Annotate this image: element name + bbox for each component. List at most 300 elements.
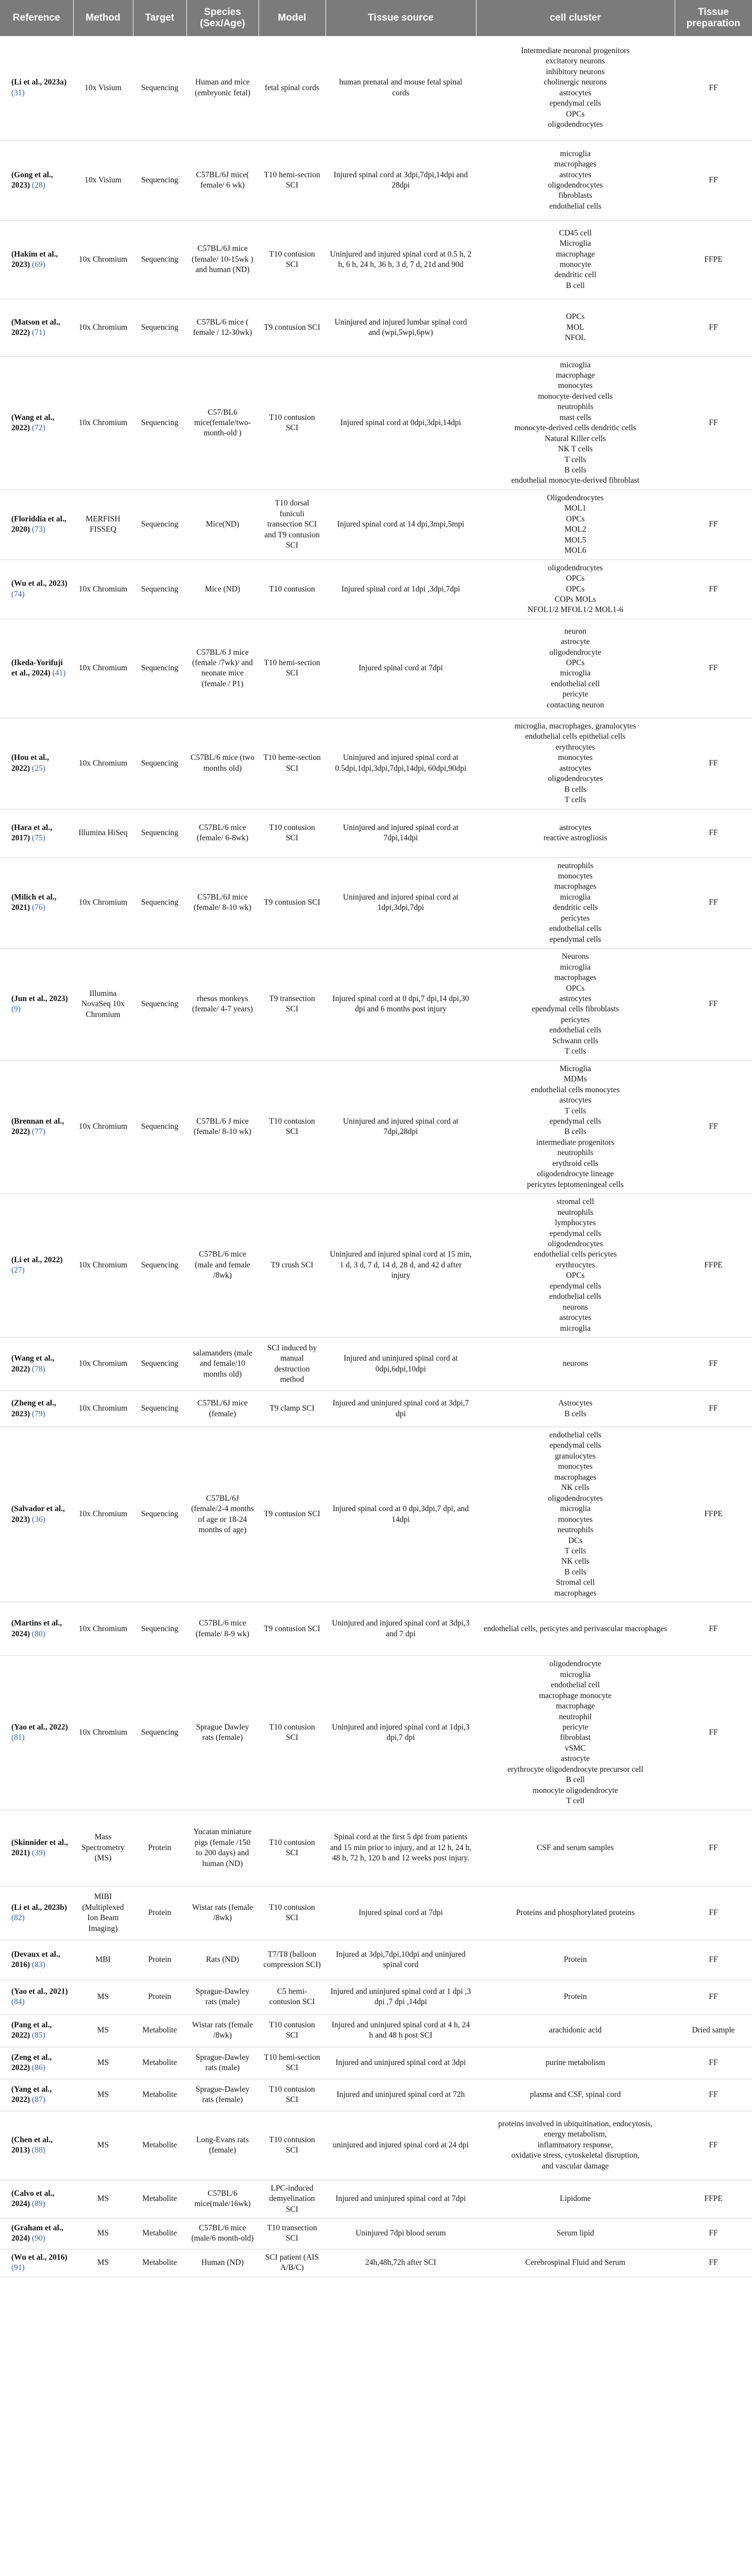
cell-cluster-item: oligodendrocyte xyxy=(549,648,602,657)
cell-target: Sequencing xyxy=(133,560,186,619)
cell-cluster-item: pericytes xyxy=(561,1015,590,1024)
cell-tissue-preparation: FF xyxy=(675,948,752,1061)
cell-reference xyxy=(0,221,73,299)
header-cell-cluster: cell cluster xyxy=(476,0,675,36)
cell-cluster-item: microglia xyxy=(560,1670,591,1679)
table-row xyxy=(0,1060,752,1193)
cell-cluster-item: monocytes xyxy=(558,381,593,391)
table-row xyxy=(0,2249,752,2277)
cell-cluster-item: neuron xyxy=(564,626,587,636)
cell-reference xyxy=(0,489,73,560)
table-row xyxy=(0,1980,752,2014)
cell-model: T10 hemi-section SCI xyxy=(259,140,326,221)
reference-citation-link[interactable]: (80) xyxy=(32,1629,45,1638)
cell-reference xyxy=(0,2180,73,2218)
cell-cluster-item: fibroblasts xyxy=(558,191,592,200)
reference-label: (Li et al., 2023b) xyxy=(11,1903,67,1912)
cell-reference xyxy=(0,809,73,857)
cell-target: Sequencing xyxy=(133,1337,186,1391)
cell-method: MIBI (Multiplexed Ion Beam Imaging) xyxy=(73,1886,133,1940)
cell-species: Mice(ND) xyxy=(186,489,259,560)
cell-tissue-preparation: FF xyxy=(675,718,752,809)
cell-tissue-preparation: FF xyxy=(675,1060,752,1193)
table-row xyxy=(0,1656,752,1810)
reference-citation-link[interactable]: (90) xyxy=(32,2234,45,2243)
cell-method: 10x Chromium xyxy=(73,560,133,619)
reference-citation-link[interactable]: (75) xyxy=(32,834,45,843)
cell-reference xyxy=(0,2079,73,2111)
reference-label: (Zeng et al., 2022) xyxy=(11,2053,52,2073)
cell-tissue-preparation: FF xyxy=(675,2111,752,2180)
cell-cluster-item: astrocytes xyxy=(559,1313,591,1323)
cell-method: 10x Chromium xyxy=(73,619,133,718)
cell-cluster-item: endothelial cells monocytes xyxy=(531,1085,620,1094)
cell-cluster xyxy=(476,718,675,809)
cell-cluster-item: CSF and serum samples xyxy=(537,1843,614,1852)
cell-tissue-source: Uninjured and injured lumbar spinal cord and (wpi,5wpi,6pw) xyxy=(326,299,476,357)
cell-model: SCI induced by manual destruction method xyxy=(259,1337,326,1391)
cell-cluster-item: macrophage monocyte xyxy=(539,1691,612,1700)
cell-method: 10x Visium xyxy=(73,36,133,140)
cell-cluster xyxy=(476,1886,675,1940)
reference-citation-link[interactable]: (9) xyxy=(11,1005,21,1014)
cell-tissue-preparation: FF xyxy=(675,489,752,560)
cell-cluster-item: endothelial monocyte-derived fibroblast xyxy=(511,476,640,485)
cell-reference xyxy=(0,2111,73,2180)
reference-label: (Li et al., 2023a) xyxy=(11,78,67,87)
reference-label: (Yao et al., 2022) xyxy=(11,1723,68,1732)
cell-method: MBI xyxy=(73,1940,133,1980)
cell-cluster-item: Intermediate neuronal progenitors xyxy=(521,46,630,55)
cell-cluster-item: neutrophils xyxy=(557,1208,593,1217)
cell-cluster xyxy=(476,2249,675,2277)
cell-cluster-item: ependymal cells xyxy=(549,1116,602,1126)
cell-model: T10 contusion SCI xyxy=(259,2079,326,2111)
reference-citation-link[interactable]: (28) xyxy=(32,181,45,190)
reference-citation-link[interactable]: (87) xyxy=(32,2095,45,2105)
cell-species: C57BL/6 J mice (female/ 8-10 wk) xyxy=(186,1060,259,1193)
cell-cluster xyxy=(476,2079,675,2111)
reference-citation-link[interactable]: (78) xyxy=(32,1364,45,1374)
cell-cluster-item: endothelial cells xyxy=(549,1431,602,1440)
reference-citation-link[interactable]: (89) xyxy=(32,2199,45,2209)
cell-cluster-item: macrophages xyxy=(554,1472,596,1482)
reference-label: (Matson et al., 2022) xyxy=(11,317,60,337)
cell-reference xyxy=(0,140,73,221)
cell-species: Wistar rats (female /8wk) xyxy=(186,2014,259,2047)
cell-cluster-item: ependymal cells xyxy=(549,1281,602,1291)
cell-tissue-source: Injured and uninjured spinal cord at 3dpi,7 dpi xyxy=(326,1391,476,1427)
cell-reference xyxy=(0,1656,73,1810)
reference-label: (Wang et al., 2022) xyxy=(11,413,55,433)
table-row xyxy=(0,140,752,221)
reference-label: (Martins et al., 2024) xyxy=(11,1619,62,1638)
cell-model: T10 contusion SCI xyxy=(259,1060,326,1193)
cell-tissue-source: Uninjured 7dpi blood serum xyxy=(326,2218,476,2249)
header-species: Species (Sex/Age) xyxy=(186,0,259,36)
cell-reference xyxy=(0,718,73,809)
cell-cluster-item: neutrophils xyxy=(557,1148,593,1158)
table-row xyxy=(0,299,752,357)
table-row xyxy=(0,1810,752,1886)
cell-cluster-item: microglia xyxy=(560,1324,591,1333)
cell-cluster-item: oligodendrocytes xyxy=(548,1494,603,1503)
cell-tissue-preparation: FF xyxy=(675,1391,752,1427)
cell-cluster-item: Astrocytes xyxy=(558,1399,593,1408)
reference-label: (Calvo et al., 2024) xyxy=(11,2189,55,2209)
cell-method: MS xyxy=(73,2014,133,2047)
cell-cluster xyxy=(476,809,675,857)
cell-cluster-item: MDMs xyxy=(563,1075,587,1084)
cell-target: Metabolite xyxy=(133,2014,186,2047)
cell-cluster-item: neurons xyxy=(562,1302,588,1312)
reference-citation-link[interactable]: (71) xyxy=(32,328,45,337)
cell-reference xyxy=(0,299,73,357)
cell-target: Sequencing xyxy=(133,1427,186,1602)
cell-model: T10 contusion xyxy=(259,560,326,619)
cell-cluster-item: ependymal cells xyxy=(549,1441,602,1450)
cell-cluster-item: astrocyte xyxy=(561,637,590,647)
cell-cluster-item: erythrocyte oligodendrocyte precursor cell xyxy=(507,1765,643,1774)
cell-tissue-source: Injured spinal cord at 1dpi ,3dpi,7dpi xyxy=(326,560,476,619)
cell-species: rhesus monkeys (female/ 4-7 years) xyxy=(186,948,259,1061)
cell-tissue-source: Injured and uninjured spinal cord at 1 dpi ,3 dpi ,7 dpi ,14dpi xyxy=(326,1980,476,2014)
cell-cluster-item: microglia xyxy=(560,149,591,158)
cell-tissue-preparation: FF xyxy=(675,1980,752,2014)
reference-citation-link[interactable]: (83) xyxy=(32,1960,45,1970)
reference-label: (Pang et al., 2022) xyxy=(11,2020,52,2040)
cell-cluster xyxy=(476,1194,675,1337)
cell-cluster-item: NFOL xyxy=(565,333,586,343)
cell-tissue-preparation: FF xyxy=(675,809,752,857)
reference-label: (Gong et al., 2023) xyxy=(11,170,53,190)
cell-cluster-item: microglia, macrophages, granulocytes xyxy=(515,721,636,731)
cell-cluster-item: OPCs xyxy=(566,1271,585,1280)
cell-model: T10 heme-section SCI xyxy=(259,718,326,809)
cell-cluster-item: ependymal cells fibroblasts xyxy=(532,1005,619,1014)
cell-cluster xyxy=(476,560,675,619)
cell-method: 10x Chromium xyxy=(73,1656,133,1810)
cell-species: salamanders (male and female/10 months old) xyxy=(186,1337,259,1391)
reference-citation-link[interactable]: (69) xyxy=(32,260,45,269)
cell-reference xyxy=(0,2014,73,2047)
cell-tissue-preparation: FF xyxy=(675,1940,752,1980)
header-target: Target xyxy=(133,0,186,36)
cell-cluster-item: Lipidome xyxy=(559,2194,591,2204)
cell-reference xyxy=(0,2249,73,2277)
cell-cluster-item: endothelial cells epithelial cells xyxy=(525,732,626,741)
cell-cluster-item: endothelial cells xyxy=(549,1026,602,1035)
cell-cluster-item: Schwann cells xyxy=(552,1036,599,1045)
table-row xyxy=(0,560,752,619)
reference-label: (Yang et al., 2022) xyxy=(11,2084,52,2105)
cell-model: T10 contusion SCI xyxy=(259,221,326,299)
header-row xyxy=(0,0,752,36)
cell-reference xyxy=(0,1337,73,1391)
cell-cluster-item: Microglia xyxy=(559,1064,591,1073)
cell-reference xyxy=(0,857,73,948)
cell-cluster-item: microglia xyxy=(560,1504,591,1514)
cell-species: Yucatan miniature pigs (female /150 to 200 days) and human (ND) xyxy=(186,1810,259,1886)
cell-cluster xyxy=(476,299,675,357)
cell-tissue-preparation: FFPE xyxy=(675,1194,752,1337)
reference-label: (Hara et al., 2017) xyxy=(11,823,53,843)
table-body xyxy=(0,36,752,2277)
cell-cluster-item: energy metabolism, xyxy=(544,2130,607,2139)
cell-cluster-item: monocyte xyxy=(559,260,591,269)
cell-cluster-item: astrocytes xyxy=(559,1096,591,1105)
cell-method: MS xyxy=(73,2047,133,2079)
cell-model: T7/T8 (balloon compression SCI) xyxy=(259,1940,326,1980)
reference-label: (Wu et al., 2016) xyxy=(11,2252,67,2262)
cell-species: C57BL/6 mice (female/ 6-8wk) xyxy=(186,809,259,857)
table-row xyxy=(0,1194,752,1337)
cell-method: MS xyxy=(73,2249,133,2277)
cell-cluster-item: fibroblast xyxy=(560,1733,591,1742)
cell-target: Metabolite xyxy=(133,2047,186,2079)
cell-target: Sequencing xyxy=(133,1602,186,1656)
cell-cluster xyxy=(476,1602,675,1656)
cell-cluster-item: and vascular damage xyxy=(542,2161,609,2171)
cell-method: MS xyxy=(73,2111,133,2180)
cell-cluster-item: oligodendrocytes xyxy=(548,563,603,572)
reference-label: (Floriddia et al., 2020) xyxy=(11,514,66,534)
cell-model: T9 clamp SCI xyxy=(259,1391,326,1427)
cell-cluster xyxy=(476,140,675,221)
cell-cluster-item: oligodendrocytes xyxy=(548,1239,603,1248)
table-row xyxy=(0,857,752,948)
cell-method: 10x Visium xyxy=(73,140,133,221)
reference-citation-link[interactable]: (85) xyxy=(32,2031,45,2040)
cell-tissue-preparation: FF xyxy=(675,36,752,140)
reference-label: (Ikeda-Yorifuji et al., 2024) xyxy=(11,658,63,678)
cell-tissue-preparation: FFPE xyxy=(675,2180,752,2218)
cell-cluster-item: NFOL1/2 MFOL1/2 MOL1-6 xyxy=(527,605,623,615)
cell-method: 10x Chromium xyxy=(73,718,133,809)
cell-tissue-preparation: FF xyxy=(675,857,752,948)
cell-tissue-source: Injured spinal cord at 0 dpi,7 dpi,14 dpi,30 dpi and 6 months post injury xyxy=(326,948,476,1061)
cell-target: Sequencing xyxy=(133,718,186,809)
cell-target: Sequencing xyxy=(133,221,186,299)
cell-cluster-item: neutrophils xyxy=(557,861,593,870)
table-row xyxy=(0,1427,752,1602)
cell-cluster-item: microglia xyxy=(560,360,591,369)
cell-method: MS xyxy=(73,2218,133,2249)
cell-cluster-item: T cells xyxy=(565,1547,586,1556)
cell-tissue-preparation: FF xyxy=(675,140,752,221)
reference-citation-link[interactable]: (79) xyxy=(32,1409,45,1418)
reference-citation-link[interactable]: (82) xyxy=(11,1913,25,1923)
reference-citation-link[interactable]: (74) xyxy=(11,589,25,599)
header-tissue-preparation: Tissue preparation xyxy=(675,0,752,36)
cell-species: Human and mice (embryonic fetal) xyxy=(186,36,259,140)
table-row xyxy=(0,718,752,809)
reference-citation-link[interactable]: (36) xyxy=(32,1515,45,1524)
cell-tissue-source: Injured spinal cord at 14 dpi,3mpi,5mpi xyxy=(326,489,476,560)
cell-species: C57BL/6J mice( female/ 6 wk) xyxy=(186,140,259,221)
cell-cluster xyxy=(476,1656,675,1810)
cell-species: C57BL/6 mice ( female / 12-30wk) xyxy=(186,299,259,357)
cell-method: 10x Chromium xyxy=(73,1391,133,1427)
cell-tissue-source: Injured spinal cord at 0 dpi,3dpi,7 dpi, and 14dpi xyxy=(326,1427,476,1602)
cell-cluster xyxy=(476,948,675,1061)
cell-cluster xyxy=(476,2047,675,2079)
cell-tissue-preparation: FF xyxy=(675,1602,752,1656)
cell-cluster-item: OPCs xyxy=(566,312,585,321)
cell-cluster-item: endothelial cells xyxy=(549,924,602,934)
cell-species: C57BL/6 mice (two months old) xyxy=(186,718,259,809)
cell-tissue-preparation: FF xyxy=(675,2047,752,2079)
cell-method: 10x Chromium xyxy=(73,299,133,357)
cell-tissue-source: Uninjured and injured spinal cord at 7dpi,14dpi xyxy=(326,809,476,857)
cell-tissue-source: Injured spinal cord at 3dpi,7dpi,14dpi and 28dpi xyxy=(326,140,476,221)
reference-label: (Chen et al., 2013) xyxy=(11,2135,53,2155)
cell-species: Wistar rats (female /8wk) xyxy=(186,1886,259,1940)
cell-cluster-item: monocytes xyxy=(558,1462,593,1471)
cell-cluster-item: cholinergic neurons xyxy=(543,78,607,87)
cell-model: SCI patient (AIS A/B/C) xyxy=(259,2249,326,2277)
table-row xyxy=(0,2218,752,2249)
cell-cluster-item: microglia xyxy=(560,669,591,678)
cell-cluster-item: B cells xyxy=(564,1127,587,1137)
cell-method: MS xyxy=(73,2079,133,2111)
cell-species: Human (ND) xyxy=(186,2249,259,2277)
cell-cluster-item: lymphocytes xyxy=(555,1218,596,1228)
cell-model: T9 transection SCI xyxy=(259,948,326,1061)
cell-cluster-item: COPs MOLs xyxy=(554,595,596,604)
cell-tissue-source: Injured and uninjured spinal cord at 72h xyxy=(326,2079,476,2111)
cell-tissue-preparation: FF xyxy=(675,1656,752,1810)
cell-cluster-item: MOL1 xyxy=(564,504,587,513)
cell-cluster xyxy=(476,1391,675,1427)
cell-target: Sequencing xyxy=(133,1656,186,1810)
cell-cluster-item: macrophage xyxy=(556,1702,595,1711)
cell-cluster-item: endothelial cells pericytes xyxy=(534,1250,617,1259)
reference-citation-link[interactable]: (73) xyxy=(32,525,45,534)
reference-citation-link[interactable]: (88) xyxy=(32,2146,45,2155)
cell-cluster-item: T cells xyxy=(565,1106,586,1115)
cell-tissue-source: Injured spinal cord at 7dpi xyxy=(326,619,476,718)
cell-cluster-item: ependymal cells xyxy=(549,1229,602,1238)
cell-tissue-source: Uninjured and injured spinal cord at 3dpi,3 and 7 dpi xyxy=(326,1602,476,1656)
reference-citation-link[interactable]: (91) xyxy=(11,2263,25,2273)
cell-method: 10x Chromium xyxy=(73,1602,133,1656)
cell-tissue-source: Uninjured and injured spinal cord at 1dpi,3 dpi,7 dpi xyxy=(326,1656,476,1810)
cell-reference xyxy=(0,1602,73,1656)
cell-tissue-preparation: Dried sample xyxy=(675,2014,752,2047)
cell-cluster-item: ependymal cells xyxy=(549,935,602,944)
cell-reference xyxy=(0,357,73,489)
reference-citation-link[interactable]: (76) xyxy=(32,903,45,912)
cell-cluster xyxy=(476,1427,675,1602)
reference-citation-link[interactable]: (31) xyxy=(11,88,25,97)
cell-cluster-item: microglia xyxy=(560,892,591,902)
cell-method: 10x Chromium xyxy=(73,1337,133,1391)
cell-cluster-item: monocyte oligodendrocyte xyxy=(533,1786,618,1795)
cell-cluster-item: Oligodendrocytes xyxy=(546,493,604,502)
cell-cluster-item: endothelial cells, pericytes and perivascular macrophages xyxy=(483,1624,668,1633)
table-row xyxy=(0,1602,752,1656)
cell-cluster-item: neutrophils xyxy=(557,402,593,412)
cell-tissue-preparation: FF xyxy=(675,357,752,489)
cell-target: Metabolite xyxy=(133,2249,186,2277)
reference-citation-link[interactable]: (39) xyxy=(32,1849,45,1858)
reference-label: (Wang et al., 2022) xyxy=(11,1354,55,1374)
cell-reference xyxy=(0,560,73,619)
cell-cluster-item: macrophage xyxy=(556,249,595,259)
cell-cluster-item: B cells xyxy=(564,785,587,794)
cell-cluster-item: DCs xyxy=(568,1536,583,1545)
cell-cluster-item: astrocytes xyxy=(559,823,591,832)
cell-method: 10x Chromium xyxy=(73,357,133,489)
cell-cluster-item: MOL5 xyxy=(564,535,587,545)
reference-citation-link[interactable]: (41) xyxy=(52,669,66,678)
cell-cluster-item: proteins involved in ubiquitination, endocytosis, xyxy=(498,2119,653,2128)
cell-target: Sequencing xyxy=(133,36,186,140)
cell-model: T10 contusion SCI xyxy=(259,809,326,857)
cell-method: 10x Chromium xyxy=(73,1427,133,1602)
cell-tissue-source: Injured and uninjured spinal cord at 4 h, 24 h and 48 h post SCI xyxy=(326,2014,476,2047)
reference-citation-link[interactable]: (84) xyxy=(11,1997,25,2007)
cell-tissue-source: Injured and uninjured spinal cord at 7dpi xyxy=(326,2180,476,2218)
cell-cluster-item: purine metabolism xyxy=(545,2058,605,2067)
reference-label: (Jun et al., 2023) xyxy=(11,994,68,1003)
cell-cluster xyxy=(476,2218,675,2249)
reference-citation-link[interactable]: (81) xyxy=(11,1733,25,1742)
cell-tissue-preparation: FF xyxy=(675,560,752,619)
cell-model: T9 contusion SCI xyxy=(259,1602,326,1656)
cell-model: T10 contusion SCI xyxy=(259,2014,326,2047)
cell-target: Protein xyxy=(133,1980,186,2014)
cell-reference xyxy=(0,1427,73,1602)
reference-citation-link[interactable]: (77) xyxy=(32,1127,45,1137)
cell-model: T9 crush SCI xyxy=(259,1194,326,1337)
reference-label: (Skinnider et al., 2021) xyxy=(11,1838,68,1858)
cell-method: 10x Chromium xyxy=(73,1060,133,1193)
cell-method: MERFISH FISSEQ xyxy=(73,489,133,560)
reference-citation-link[interactable]: (86) xyxy=(32,2063,45,2073)
cell-cluster-item: OPCs xyxy=(566,984,585,993)
cell-target: Metabolite xyxy=(133,2111,186,2180)
reference-label: (Yao et al., 2021) xyxy=(11,1987,68,1996)
reference-citation-link[interactable]: (72) xyxy=(32,423,45,433)
table-row xyxy=(0,2079,752,2111)
cell-cluster xyxy=(476,619,675,718)
cell-reference xyxy=(0,1886,73,1940)
cell-tissue-preparation: FF xyxy=(675,2079,752,2111)
cell-cluster-item: macrophages xyxy=(554,1588,596,1598)
reference-citation-link[interactable]: (27) xyxy=(11,1266,25,1275)
cell-model: fetal spinal cords xyxy=(259,36,326,140)
cell-cluster-item: Neurons xyxy=(561,952,589,961)
cell-cluster-item: macrophages xyxy=(554,973,596,982)
reference-citation-link[interactable]: (25) xyxy=(32,764,45,773)
cell-cluster xyxy=(476,1337,675,1391)
cell-model: LPC-induced demyelination SCI xyxy=(259,2180,326,2218)
cell-species: C57BL/6J (female/2-4 months of age or 18-24 months of age) xyxy=(186,1427,259,1602)
reference-label: (Brennan et al., 2022) xyxy=(11,1116,64,1137)
cell-cluster-item: astrocytes xyxy=(559,994,591,1003)
cell-cluster-item: T cells xyxy=(565,795,586,805)
cell-tissue-preparation: FF xyxy=(675,619,752,718)
table-row xyxy=(0,619,752,718)
cell-cluster-item: microglia xyxy=(560,962,591,972)
cell-cluster-item: neutrophils xyxy=(557,1526,593,1535)
cell-cluster-item: arachidonic acid xyxy=(549,2025,602,2035)
table-row xyxy=(0,809,752,857)
cell-target: Sequencing xyxy=(133,809,186,857)
cell-cluster-item: oligodendrocyte xyxy=(549,1659,602,1669)
